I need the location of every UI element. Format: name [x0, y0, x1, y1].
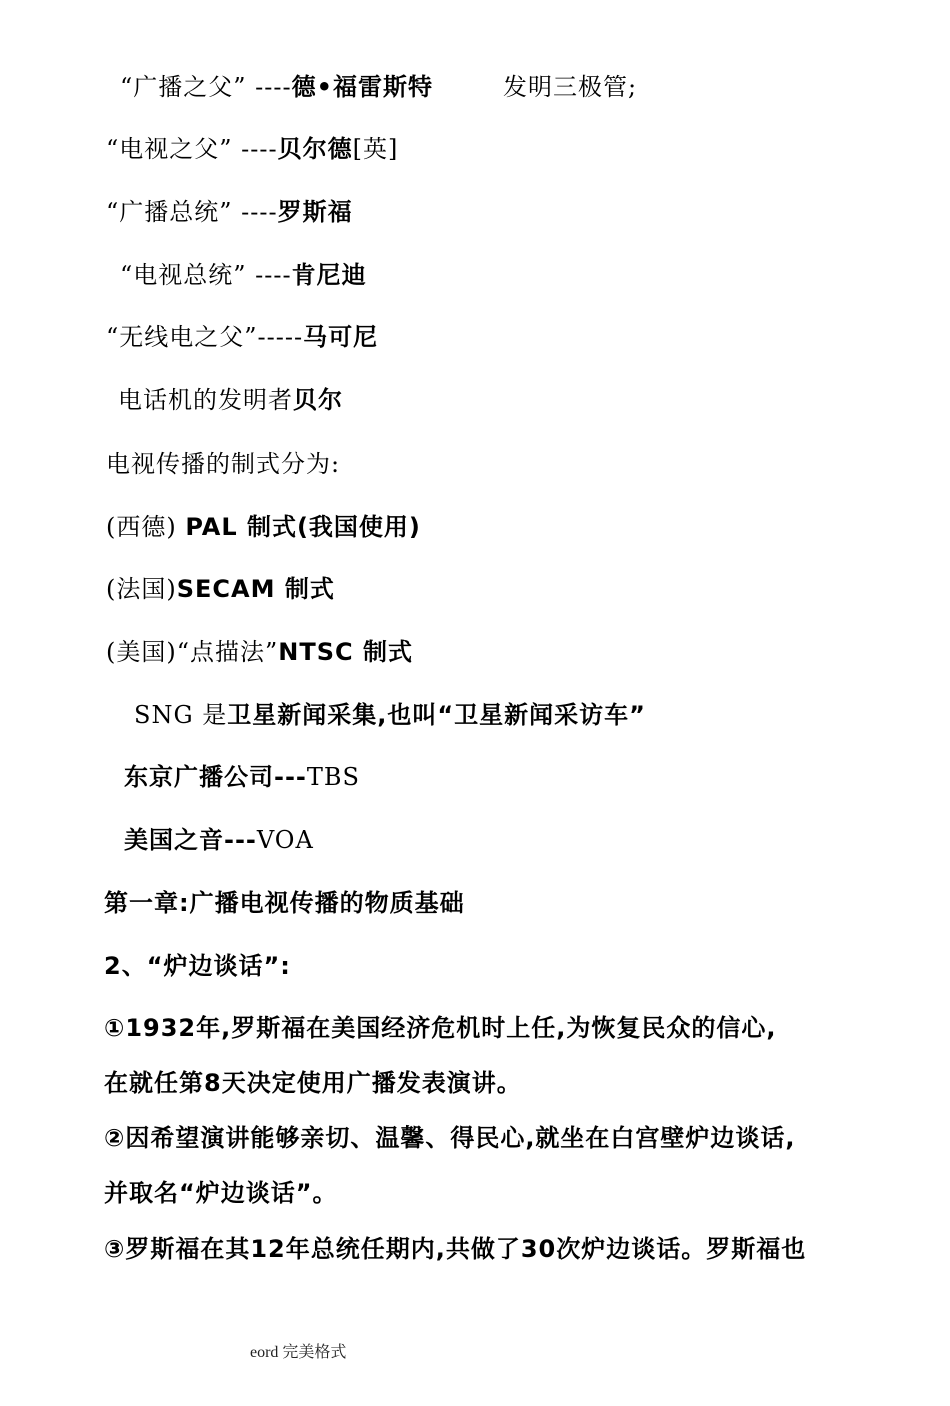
- text-line-tv-systems: [106, 447, 340, 481]
- line-bold: 罗斯福: [277, 198, 353, 226]
- line-bold: 德•福雷斯特: [291, 73, 433, 101]
- line-note: 发明三极管;: [502, 73, 638, 101]
- chapter-heading: [104, 886, 465, 920]
- text-line-ntsc: [106, 635, 413, 669]
- text-line-voa: [124, 823, 314, 857]
- line-bold: 东京广播公司---: [124, 763, 307, 791]
- section-heading: [104, 949, 291, 983]
- page-footer: eord 完美格式: [250, 1344, 347, 1361]
- paragraph-line-5: [104, 1232, 806, 1266]
- line-bold: PAL 制式(我国使用): [185, 513, 421, 541]
- paragraph-line-3: [104, 1121, 796, 1155]
- text-line-sng: [134, 698, 646, 732]
- text-line-pal: [106, 510, 421, 544]
- line-label: “电视之父” ----: [106, 135, 278, 163]
- line-bold: 在就任第8天决定使用广播发表演讲。: [104, 1069, 522, 1097]
- line-bold: 贝尔德: [277, 135, 353, 163]
- text-line-tbs: [124, 760, 360, 794]
- line-bold: NTSC 制式: [278, 638, 413, 666]
- line-bold: 卫星新闻采集,也叫“卫星新闻采访车”: [227, 701, 646, 729]
- line-label: (西德): [106, 513, 186, 541]
- line-label: “无线电之父”-----: [106, 323, 304, 351]
- line-bold: 并取名“炉边谈话”。: [104, 1179, 338, 1207]
- line-note: TBS: [306, 763, 360, 791]
- paragraph-line-1: [104, 1011, 776, 1045]
- line-bold: 贝尔: [293, 386, 343, 414]
- line-label: 电话机的发明者: [118, 386, 293, 414]
- line-bold: 肯尼迪: [291, 261, 367, 289]
- paragraph-line-4: [104, 1176, 338, 1210]
- text-line-broadcast-president: [106, 195, 353, 229]
- text-line-tv-father: [106, 132, 398, 166]
- line-bold: ①1932年,罗斯福在美国经济危机时上任,为恢复民众的信心,: [104, 1014, 777, 1042]
- text-line-telephone-inventor: [118, 383, 343, 417]
- line-bold: 马可尼: [303, 323, 379, 351]
- text-line-broadcast-father: [120, 70, 637, 104]
- line-note: VOA: [256, 826, 314, 854]
- line-bold: ③罗斯福在其12年总统任期内,共做了30次炉边谈话。罗斯福也: [104, 1235, 807, 1263]
- line-label: SNG 是: [134, 701, 228, 729]
- text-line-secam: [106, 572, 335, 606]
- text-line-tv-president: [120, 258, 367, 292]
- line-bold: 美国之音---: [124, 826, 257, 854]
- line-bold: ②因希望演讲能够亲切、温馨、得民心,就坐在白宫壁炉边谈话,: [104, 1124, 796, 1152]
- paragraph-line-2: [104, 1066, 522, 1100]
- line-label: “电视总统” ----: [120, 261, 292, 289]
- line-label: 电视传播的制式分为:: [106, 450, 341, 478]
- line-note: [英]: [352, 135, 399, 163]
- text-line-radio-father: [106, 320, 378, 354]
- line-label: “广播总统” ----: [106, 198, 278, 226]
- line-label: “广播之父” ----: [120, 73, 292, 101]
- line-label: (美国)“点描法”: [106, 638, 279, 666]
- line-bold: 第一章:广播电视传播的物质基础: [104, 889, 465, 917]
- line-label: (法国): [106, 575, 177, 603]
- line-bold: SECAM 制式: [176, 575, 335, 603]
- line-bold: 2、“炉边谈话”:: [104, 952, 291, 980]
